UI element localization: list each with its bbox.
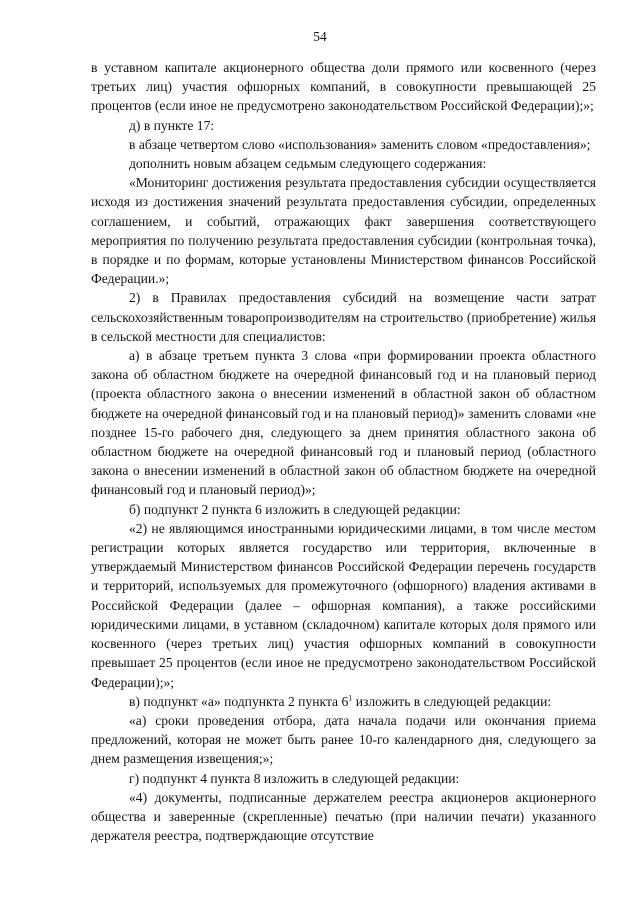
- paragraph: а) в абзаце третьем пункта 3 слова «при формировании проекта областного закона об областном бюджете на очередной финансовый год и на плановый период (проекта областного закона о внесении изменений в областной закон об областном бюджете на очередной финансовый год и на плановый период)» заменить словами «не позднее 15-го рабочего дня, следующего за днем принятия областного закона об областном бюджете на очередной финансовый год и плановый период (областного закона о внесении изменений в областной закон об областном бюджете на очередной финансовый год и плановый период)»;: [91, 348, 596, 498]
- paragraph: [91, 692, 596, 711]
- paragraph: дополнить новым абзацем седьмым следующего содержания:: [129, 156, 487, 172]
- paragraph: в уставном капитале акционерного общества доли прямого или косвенного (через третьих лиц) участия офшорных компаний, в совокупности превышающей 25 процентов (если иное не предусмотрено законодательством Российской Федерации);»;: [91, 60, 596, 114]
- paragraph: г) подпункт 4 пункта 8 изложить в следующей редакции:: [129, 770, 460, 786]
- paragraph-text-after: изложить в следующей редакции:: [352, 693, 552, 709]
- document-body: [91, 58, 596, 845]
- superscript: 1: [348, 693, 353, 703]
- paragraph: 2) в Правилах предоставления субсидий на возмещение части затрат сельскохозяйственным товаропроизводителям на строительство (приобретение) жилья в сельской местности для специалистов:: [91, 290, 596, 344]
- page-number: 54: [313, 29, 327, 44]
- paragraph: «4) документы, подписанные держателем реестра акционеров акционерного общества и заверенные (скрепленные) печатью (при наличии печати) указанного держателя реестра, подтверждающие отсутствие: [91, 789, 596, 844]
- paragraph: д) в пункте 17:: [129, 117, 215, 133]
- paragraph-text-before: в) подпункт «а» подпункта 2 пункта 6: [129, 693, 349, 709]
- paragraph: «2) не являющимся иностранными юридическими лицами, в том числе местом регистрации которых является государство или территория, включенные в утверждаемый Министерством финансов Российской Федерации перечень государств и территорий, используемых для промежуточного (офшорного) владения активами в Российской Федерации (далее – офшорная компания), а также российскими юридическими лицами, в уставном (складочном) капитале которых доля прямого или косвенного (через третьих лиц) участия офшорных компаний в совокупности превышает 25 процентов (если иное не предусмотрено законодательством Российской Федерации);»;: [91, 520, 596, 690]
- paragraph: «а) сроки проведения отбора, дата начала подачи или окончания приема предложений, которая не может быть ранее 10-го календарного дня, следующего за днем размещения извещения;»;: [91, 712, 596, 767]
- paragraph: б) подпункт 2 пункта 6 изложить в следующей редакции:: [129, 501, 461, 517]
- paragraph: «Мониторинг достижения результата предоставления субсидии осуществляется исходя из достижения значений результата предоставления субсидии, определенных соглашением, и событий, отражающих факт завершения соответствующего мероприятия по получению результата предоставления субсидии (контрольная точка), в порядке и по формам, которые установлены Министерством финансов Российской Федерации.»;: [91, 175, 596, 287]
- paragraph: в абзаце четвертом слово «использования» заменить словом «предоставления»;: [129, 136, 591, 152]
